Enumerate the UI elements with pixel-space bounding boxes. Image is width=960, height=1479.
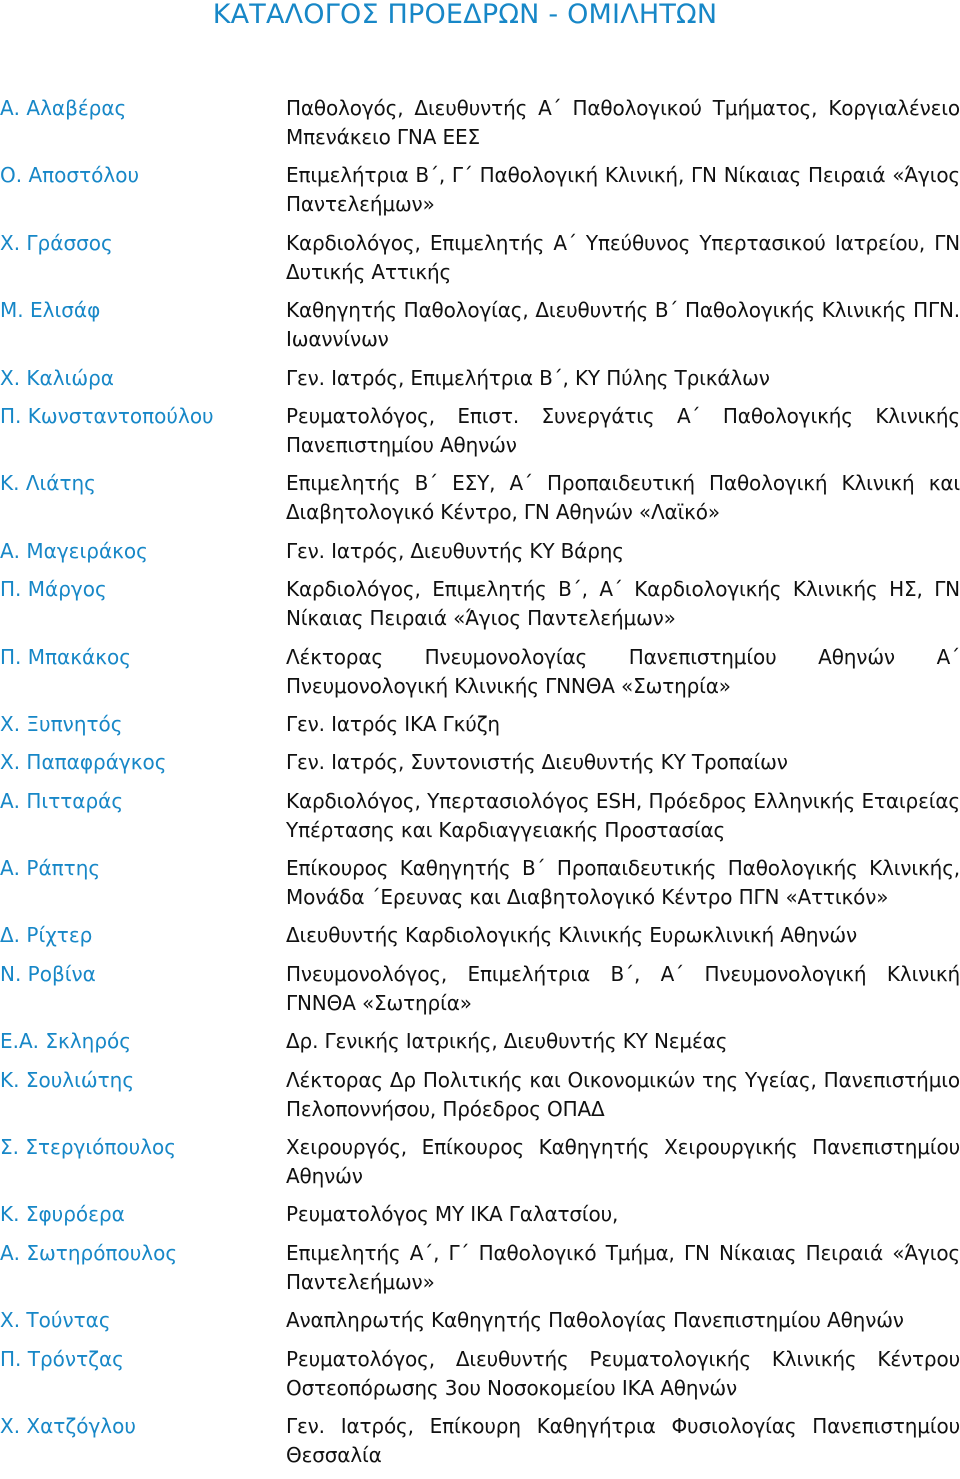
speaker-name: Ο. Αποστόλου xyxy=(0,163,140,188)
speaker-name: Μ. Ελισάφ xyxy=(0,298,101,323)
speaker-role: Καρδιολόγος, Επιμελητής Α΄ Υπεύθυνος Υπερτασικού Ιατρείου, ΓΝ Δυτικής Αττικής xyxy=(286,230,960,284)
speaker-role: Χειρουργός, Επίκουρος Καθηγητής Χειρουργικής Πανεπιστημίου Αθηνών xyxy=(286,1135,960,1189)
speaker-role: Δρ. Γενικής Ιατρικής, Διευθυντής ΚΥ Νεμέας xyxy=(286,1029,728,1054)
speaker-role: Αναπληρωτής Καθηγητής Παθολογίας Πανεπιστημίου Αθηνών xyxy=(286,1308,904,1333)
speaker-role: Διευθυντής Καρδιολογικής Κλινικής Ευρωκλινική Αθηνών xyxy=(286,923,857,948)
speaker-row xyxy=(0,1066,960,1124)
speaker-row xyxy=(0,364,960,393)
speaker-list xyxy=(0,94,960,1479)
speaker-name: Α. Πιτταράς xyxy=(0,788,124,813)
speaker-name: Χ. Τούντας xyxy=(0,1308,111,1333)
speaker-role: Ρευματολόγος ΜΥ ΙΚΑ Γαλατσίου, xyxy=(286,1202,619,1227)
speaker-row xyxy=(0,1200,960,1229)
speaker-role: Παθολογός, Διευθυντής Α΄ Παθολογικού Τμήματος, Κοργιαλένειο Μπενάκειο ΓΝΑ ΕΕΣ xyxy=(286,96,960,149)
speaker-name: Π. Τρόντζας xyxy=(0,1346,124,1371)
speaker-row xyxy=(0,787,960,845)
speaker-role: Καρδιολόγος, Υπερτασιολόγος ESH, Πρόεδρος Ελληνικής Εταιρείας Υπέρτασης και Καρδιαγγειακής Προστασίας xyxy=(286,788,960,842)
speaker-name: Χ. Ξυπνητός xyxy=(0,711,123,736)
speaker-row xyxy=(0,296,960,354)
speaker-name: Α. Μαγειράκος xyxy=(0,538,148,563)
speaker-role: Καρδιολόγος, Επιμελητής Β΄, Α΄ Καρδιολογικής Κλινικής ΗΣ, ΓΝ Νίκαιας Πειραιά «Άγιος Παντελεήμων» xyxy=(286,577,960,631)
speaker-name: Α. Αλαβέρας xyxy=(0,96,127,120)
speaker-role: Γεν. Ιατρός, Διευθυντής ΚΥ Βάρης xyxy=(286,538,624,563)
speaker-role: Επιμελητής Β΄ ΕΣΥ, Α΄ Προπαιδευτική Παθολογική Κλινική και Διαβητολογικό Κέντρο, ΓΝ Αθηνών «Λαϊκό» xyxy=(286,471,960,525)
speaker-name: Α. Ράπτης xyxy=(0,856,101,881)
speaker-name: Χ. Καλιώρα xyxy=(0,365,114,390)
speaker-role: Γεν. Ιατρός, Επιμελήτρια Β΄, ΚΥ Πύλης Τρικάλων xyxy=(286,365,770,390)
speaker-role: Πνευμονολόγος, Επιμελήτρια Β΄, Α΄ Πνευμονολογική Κλινική ΓΝΝΘΑ «Σωτηρία» xyxy=(286,961,960,1015)
speaker-row xyxy=(0,161,960,219)
speaker-row xyxy=(0,1345,960,1403)
speaker-row xyxy=(0,575,960,633)
speaker-name: Α. Σωτηρόπουλος xyxy=(0,1240,178,1265)
speaker-name: Χ. Γράσσος xyxy=(0,230,113,255)
speaker-role: Καθηγητής Παθολογίας, Διευθυντής Β΄ Παθολογικής Κλινικής ΠΓΝ. Ιωαννίνων xyxy=(286,298,960,352)
speaker-name: Χ. Χατζόγλου xyxy=(0,1413,136,1438)
speaker-row xyxy=(0,1027,960,1056)
speaker-row xyxy=(0,229,960,287)
speaker-name: Π. Κωνσταντοπούλου xyxy=(0,403,214,428)
speaker-row xyxy=(0,402,960,460)
speaker-row xyxy=(0,537,960,566)
speaker-name: Χ. Παπαφράγκος xyxy=(0,750,167,775)
speaker-row xyxy=(0,854,960,912)
speaker-name: Σ. Στεργιόπουλος xyxy=(0,1135,177,1160)
speaker-row xyxy=(0,710,960,739)
speaker-row xyxy=(0,469,960,527)
speaker-row xyxy=(0,1306,960,1335)
speaker-row xyxy=(0,1239,960,1297)
speaker-row xyxy=(0,748,960,777)
speaker-name: Δ. Ρίχτερ xyxy=(0,923,93,948)
speaker-role: Λέκτορας Πνευμονολογίας Πανεπιστημίου Αθηνών Α΄ Πνευμονολογική Κλινικής ΓΝΝΘΑ «Σωτηρία» xyxy=(286,644,960,698)
speaker-role: Επιμελητής Α΄, Γ΄ Παθολογικό Τμήμα, ΓΝ Νίκαιας Πειραιά «Άγιος Παντελεήμων» xyxy=(286,1240,960,1294)
speaker-role: Ρευματολόγος, Διευθυντής Ρευματολογικής Κλινικής Κέντρου Οστεοπόρωσης 3ου Νοσοκομείου ΙΚΑ Αθηνών xyxy=(286,1346,960,1400)
speaker-role: Γεν. Ιατρός, Επίκουρη Καθηγήτρια Φυσιολογίας Πανεπιστημίου Θεσσαλία xyxy=(286,1413,960,1467)
page-title: ΚΑΤΑΛΟΓΟΣ ΠΡΟΕΔΡΩΝ - ΟΜΙΛΗΤΩΝ xyxy=(212,0,718,30)
speaker-role: Γεν. Ιατρός ΙΚΑ Γκύζη xyxy=(286,711,500,736)
speaker-row xyxy=(0,1412,960,1470)
speaker-row xyxy=(0,643,960,701)
speaker-name: Κ. Λιάτης xyxy=(0,471,96,496)
speaker-role: Ρευματολόγος, Επιστ. Συνεργάτις Α΄ Παθολογικής Κλινικής Πανεπιστημίου Αθηνών xyxy=(286,403,960,457)
speaker-role: Επιμελήτρια Β΄, Γ΄ Παθολογική Κλινική, ΓΝ Νίκαιας Πειραιά «Άγιος Παντελεήμων» xyxy=(286,163,960,217)
speaker-row xyxy=(0,960,960,1018)
speaker-name: Κ. Σφυρόερα xyxy=(0,1202,125,1227)
speaker-row xyxy=(0,1133,960,1191)
speaker-name: Π. Μπακάκος xyxy=(0,644,131,669)
speaker-role: Επίκουρος Καθηγητής Β΄ Προπαιδευτικής Παθολογικής Κλινικής, Μονάδα ΄Ερευνας και Διαβητολογικό Κέντρο ΠΓΝ «Αττικόν» xyxy=(286,856,960,910)
speaker-row xyxy=(0,921,960,950)
speaker-role: Λέκτορας Δρ Πολιτικής και Οικονομικών της Υγείας, Πανεπιστήμιο Πελοποννήσου, Πρόεδρος ΟΠΑΔ xyxy=(286,1067,960,1121)
speaker-name: Ν. Ροβίνα xyxy=(0,961,96,986)
speaker-role: Γεν. Ιατρός, Συντονιστής Διευθυντής ΚΥ Τροπαίων xyxy=(286,750,788,775)
speaker-row xyxy=(0,94,960,152)
speaker-name: Ε.Α. Σκληρός xyxy=(0,1029,131,1054)
speaker-name: Κ. Σουλιώτης xyxy=(0,1067,135,1092)
speaker-name: Π. Μάργος xyxy=(0,577,107,602)
